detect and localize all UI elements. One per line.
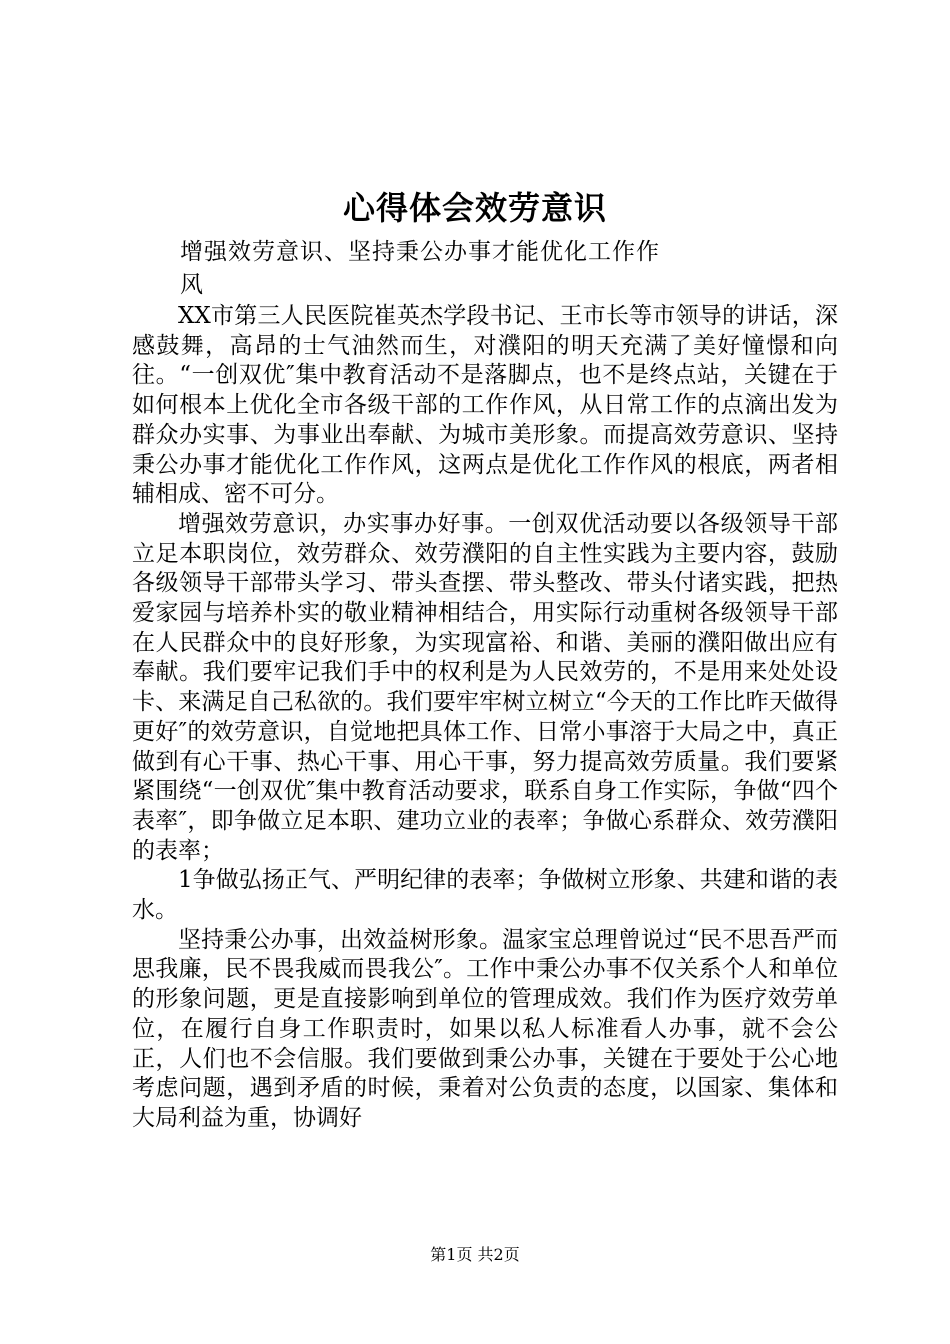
page-title: 心得体会效劳意识 bbox=[342, 189, 607, 227]
paragraph: 坚持秉公办事，出效益树形象。温家宝总理曾说过“民不思吾严而思我廉，民不畏我威而畏我公″。工作中秉公办事不仅关系个人和单位的形象问题，更是直接影响到单位的管理成效。我们作为医疗效劳单位，在履行自身工作职责时，如果以私人标准看人办事，就不会公正，人们也不会信服。我们要做到秉公办事，关键在于要处于公心地考虑问题，遇到矛盾的时候，秉着对公负责的态度，以国家、集体和大局利益为重，协调好 bbox=[132, 926, 838, 1131]
paragraph: 增强效劳意识，办实事办好事。一创双优活动要以各级领导干部立足本职岗位，效劳群众、效劳濮阳的自主性实践为主要内容，鼓励各级领导干部带头学习、带头查摆、带头整改、带头付诸实践，把热爱家园与培养朴实的敬业精神相结合，用实际行动重树各级领导干部在人民群众中的良好形象，为实现富裕、和谐、美丽的濮阳做出应有奉献。我们要牢记我们手中的权利是为人民效劳的，不是用来处处设卡、来满足自己私欲的。我们要牢牢树立树立“今天的工作比昨天做得更好″的效劳意识，自觉地把具体工作、日常小事溶于大局之中，真正做到有心干事、热心干事、用心干事，努力提高效劳质量。我们要紧紧围绕“一创双优″集中教育活动要求，联系自身工作实际，争做“四个表率″，即争做立足本职、建功立业的表率；争做心系群众、效劳濮阳的表率； bbox=[132, 510, 838, 864]
body-text bbox=[132, 302, 838, 1134]
subtitle: 增强效劳意识、坚持秉公办事才能优化工作作风 bbox=[180, 239, 660, 298]
paragraph: XX市第三人民医院崔英杰学段书记、王市长等市领导的讲话，深感鼓舞，高昂的士气油然而生，对濮阳的明天充满了美好憧憬和向往。“一创双优″集中教育活动不是落脚点，也不是终点站，关键在于如何根本上优化全市各级干部的工作作风，从日常工作的点滴出发为群众办实事、为事业出奉献、为城市美形象。而提高效劳意识、坚持秉公办事才能优化工作作风，这两点是优化工作作风的根底，两者相辅相成、密不可分。 bbox=[132, 303, 838, 508]
page-footer: 第1页 共2页 bbox=[430, 1245, 520, 1264]
paragraph: 1争做弘扬正气、严明纪律的表率；争做树立形象、共建和谐的表水。 bbox=[132, 867, 838, 924]
